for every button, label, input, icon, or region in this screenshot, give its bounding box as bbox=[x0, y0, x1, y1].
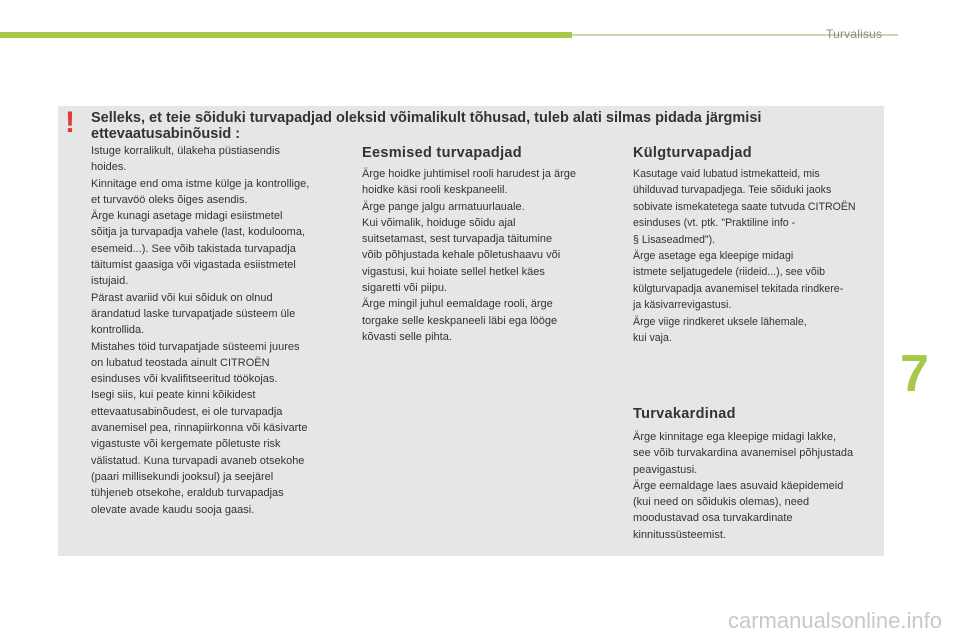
front-airbags-text: Ärge hoidke juhtimisel rooli harudest ja ärge hoidke käsi rooli keskpaneelil. Ärge pange jalgu armatuurlauale. Kui võimalik, hoiduge sõidu ajal suitsetamast, sest turvapadja täitumine võib põhjustada kehale põletushaavu või vigastusi, kui hoiate sellel hetkel käes sigaretti või piipu. Ärge mingil juhul eemaldage rooli, ärge torgake selle keskpaneeli läbi ega lööge kõvasti selle pihta. bbox=[362, 168, 577, 343]
curtain-airbags-title: Turvakardinad bbox=[633, 406, 736, 422]
front-airbags-title: Eesmised turvapadjad bbox=[362, 145, 522, 161]
section-title: Turvalisus bbox=[826, 27, 883, 41]
side-airbags-title: Külgturvapadjad bbox=[633, 145, 752, 161]
panel-heading: Selleks, et teie sõiduki turvapadjad oleksid võimalikult tõhusad, tuleb alati silmas pidada järgmisi ettevaatusabinõusid : bbox=[91, 110, 762, 142]
general-precautions-text: Istuge korralikult, ülakeha püstiasendis hoides. Kinnitage end oma istme külge ja kontrollige, et turvavöö oleks õiges asendis. Ärge kunagi asetage midagi esiistmetel sõitja ja turvapadja vahele (last, koduloomа, esemeid...). See võib takistada turvapadja täitumist gaasiga või vigastada esiistmetel istujaid. Pärast avariid või kui sõiduk on olnud ärandatud laske turvapatjade süsteem üle kontrollida. Mistahes töid turvapatjade süsteemi juures on lubatud teostada ainult CITROËN esinduses või kvalifitseeritud töökojas. Isegi siis, kui peate kinni kõikidest ettevaatusabinõudest, ei ole turvapadja avanemisel pea, rinnapiirkonna või käsivarte vigastuste või kergemate põletuste risk välistatud. Kuna turvapadi avaneb otsekohe (paari millisekundi jooksul) ja seejärel tühjeneb otsekohe, eraldub turvapadjas olevate avade kaudu sooja gaasi. bbox=[91, 145, 310, 516]
chapter-number: 7 bbox=[900, 345, 929, 403]
curtain-airbags-text: Ärge kinnitage ega kleepige midagi lakke, see võib turvakardina avanemisel põhjustada peavigastusi. Ärge eemaldage laes asuvaid käepidemeid (kui need on sõidukis olemas), need moodustavad osa turvakardinate kinnitussüsteemist. bbox=[633, 431, 854, 541]
warning-icon: ! bbox=[65, 106, 75, 139]
top-accent-bar bbox=[0, 32, 572, 38]
side-airbags-text: Kasutage vaid lubatud istmekatteid, mis ühilduvad turvapadjega. Teie sõiduki jaoks sobivate ismekatetega saate tutvuda CITROËN esinduses (vt. ptk. "Praktiline info - § Lisaseadmed"). Ärge asetage ega kleepige midagi istmete seljatugedele (riideid...), see võib külgturvapadja avanemisel tekitada rindkere- ja käsivarrevigastusi. Ärge viige rindkeret uksele lähemale, kui vaja. bbox=[633, 168, 856, 345]
watermark: carmanualsonline.info bbox=[727, 608, 942, 633]
